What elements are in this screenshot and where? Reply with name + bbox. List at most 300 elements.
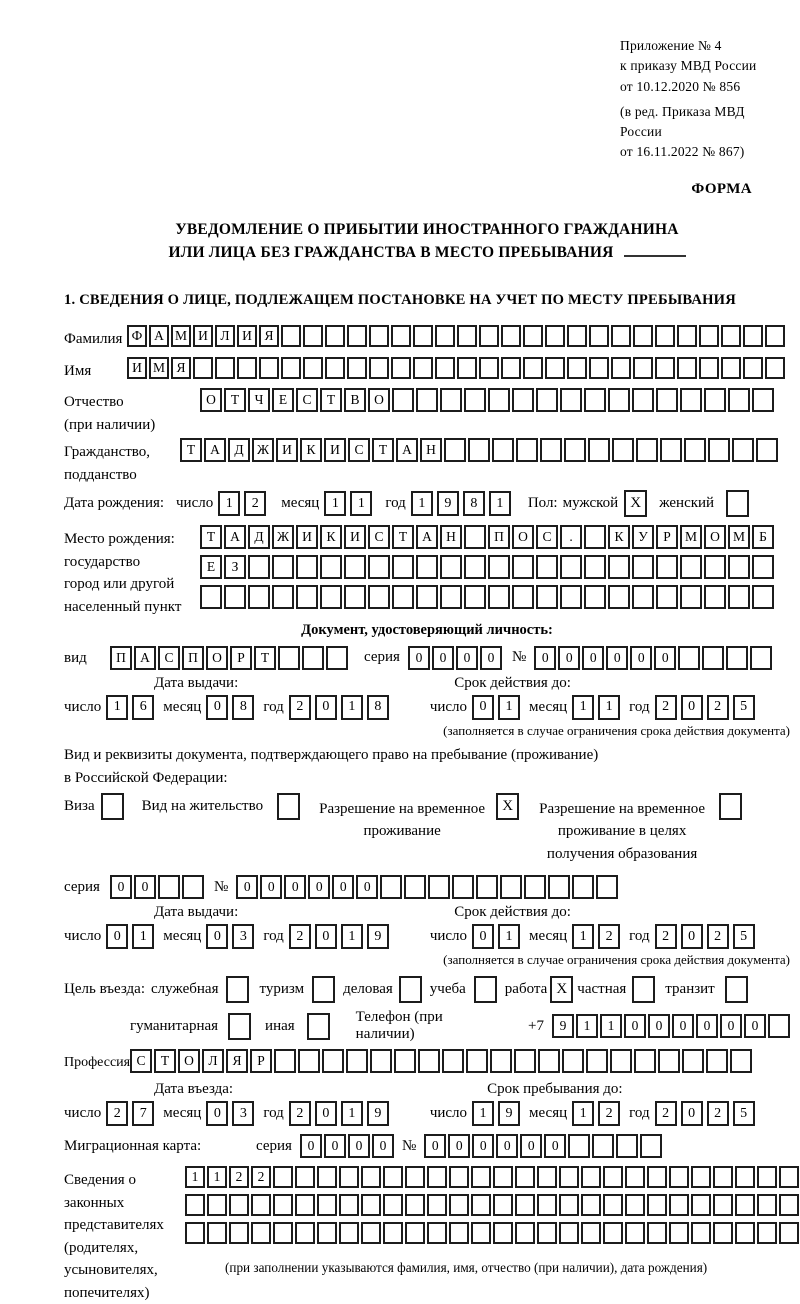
birthplace-row2-cells[interactable] (200, 555, 774, 579)
char-cell[interactable] (296, 555, 318, 579)
char-cell[interactable] (476, 875, 498, 899)
surname-input-cells[interactable] (127, 325, 785, 347)
char-cell[interactable] (442, 1049, 464, 1073)
char-cell[interactable] (281, 325, 301, 347)
char-cell[interactable]: 0 (315, 1101, 337, 1126)
char-cell[interactable] (647, 1194, 667, 1216)
char-cell[interactable]: 1 (324, 491, 346, 516)
char-cell[interactable]: 0 (206, 924, 228, 949)
char-cell[interactable]: И (237, 325, 257, 347)
birthplace-row3-cells[interactable] (200, 585, 774, 609)
purpose-private-checkbox[interactable] (632, 976, 655, 1003)
char-cell[interactable] (752, 388, 774, 412)
char-cell[interactable] (307, 1013, 330, 1040)
char-cell[interactable]: 0 (236, 875, 258, 899)
char-cell[interactable]: 0 (520, 1134, 542, 1158)
char-cell[interactable] (581, 1194, 601, 1216)
char-cell[interactable] (416, 555, 438, 579)
char-cell[interactable] (765, 357, 785, 379)
residence-issue-month[interactable] (206, 924, 254, 949)
char-cell[interactable]: 0 (315, 924, 337, 949)
char-cell[interactable] (545, 325, 565, 347)
char-cell[interactable] (608, 388, 630, 412)
char-cell[interactable]: . (560, 525, 582, 549)
char-cell[interactable] (259, 357, 279, 379)
char-cell[interactable]: 1 (572, 1101, 594, 1126)
char-cell[interactable] (610, 1049, 632, 1073)
char-cell[interactable]: 0 (720, 1014, 742, 1038)
char-cell[interactable]: 0 (480, 646, 502, 670)
char-cell[interactable] (608, 585, 630, 609)
entry-year-cells[interactable] (289, 1101, 389, 1126)
char-cell[interactable] (512, 555, 534, 579)
char-cell[interactable]: Е (200, 555, 222, 579)
char-cell[interactable] (779, 1222, 799, 1244)
char-cell[interactable] (339, 1222, 359, 1244)
char-cell[interactable]: О (206, 646, 228, 670)
char-cell[interactable]: Т (372, 438, 394, 462)
migration-number-cells[interactable] (424, 1134, 662, 1158)
char-cell[interactable] (346, 1049, 368, 1073)
char-cell[interactable] (726, 490, 749, 517)
char-cell[interactable]: 1 (218, 491, 240, 516)
char-cell[interactable] (464, 585, 486, 609)
char-cell[interactable] (743, 357, 763, 379)
char-cell[interactable]: 1 (341, 695, 363, 720)
char-cell[interactable]: Т (254, 646, 276, 670)
char-cell[interactable] (361, 1222, 381, 1244)
char-cell[interactable]: Д (228, 438, 250, 462)
char-cell[interactable]: Ф (127, 325, 147, 347)
char-cell[interactable] (492, 438, 514, 462)
char-cell[interactable] (207, 1222, 227, 1244)
char-cell[interactable]: X (624, 490, 647, 517)
char-cell[interactable]: П (182, 646, 204, 670)
sex-female-checkbox[interactable] (726, 490, 749, 517)
char-cell[interactable] (708, 438, 730, 462)
char-cell[interactable] (488, 585, 510, 609)
char-cell[interactable] (320, 555, 342, 579)
char-cell[interactable]: 2 (289, 695, 311, 720)
char-cell[interactable]: 1 (572, 695, 594, 720)
char-cell[interactable]: 9 (552, 1014, 574, 1038)
entry-day-cells[interactable] (106, 1101, 154, 1126)
char-cell[interactable] (589, 357, 609, 379)
char-cell[interactable]: 0 (110, 875, 132, 899)
char-cell[interactable] (322, 1049, 344, 1073)
char-cell[interactable]: 0 (681, 924, 703, 949)
char-cell[interactable] (418, 1049, 440, 1073)
char-cell[interactable]: X (496, 793, 519, 820)
char-cell[interactable]: Р (250, 1049, 272, 1073)
char-cell[interactable] (713, 1222, 733, 1244)
char-cell[interactable] (632, 388, 654, 412)
char-cell[interactable]: М (728, 525, 750, 549)
char-cell[interactable]: А (204, 438, 226, 462)
char-cell[interactable]: 1 (498, 695, 520, 720)
char-cell[interactable] (273, 1222, 293, 1244)
char-cell[interactable]: 2 (106, 1101, 128, 1126)
char-cell[interactable] (538, 1049, 560, 1073)
char-cell[interactable] (369, 325, 389, 347)
char-cell[interactable]: И (193, 325, 213, 347)
stay-day-cells[interactable] (472, 1101, 520, 1126)
char-cell[interactable] (479, 357, 499, 379)
char-cell[interactable]: С (130, 1049, 152, 1073)
phone-cells[interactable] (552, 1014, 790, 1038)
char-cell[interactable]: 0 (348, 1134, 370, 1158)
char-cell[interactable] (726, 646, 748, 670)
char-cell[interactable]: X (550, 976, 573, 1003)
char-cell[interactable] (559, 1222, 579, 1244)
char-cell[interactable] (228, 1013, 251, 1040)
char-cell[interactable]: 0 (356, 875, 378, 899)
char-cell[interactable] (466, 1049, 488, 1073)
char-cell[interactable]: И (324, 438, 346, 462)
char-cell[interactable] (325, 325, 345, 347)
char-cell[interactable] (669, 1166, 689, 1188)
char-cell[interactable]: А (396, 438, 418, 462)
char-cell[interactable] (440, 388, 462, 412)
purpose-official-checkbox[interactable] (226, 976, 249, 1003)
char-cell[interactable] (572, 875, 594, 899)
char-cell[interactable]: С (536, 525, 558, 549)
char-cell[interactable] (588, 438, 610, 462)
residence-valid-month[interactable] (572, 924, 620, 949)
char-cell[interactable] (655, 325, 675, 347)
char-cell[interactable] (680, 388, 702, 412)
char-cell[interactable] (515, 1222, 535, 1244)
char-cell[interactable] (713, 1166, 733, 1188)
doc-number-cells[interactable] (534, 646, 772, 670)
char-cell[interactable] (596, 875, 618, 899)
char-cell[interactable] (449, 1222, 469, 1244)
char-cell[interactable] (640, 1134, 662, 1158)
char-cell[interactable] (464, 388, 486, 412)
char-cell[interactable]: 0 (332, 875, 354, 899)
char-cell[interactable]: 0 (606, 646, 628, 670)
char-cell[interactable] (391, 357, 411, 379)
char-cell[interactable]: 0 (472, 924, 494, 949)
char-cell[interactable]: Т (392, 525, 414, 549)
char-cell[interactable]: Я (226, 1049, 248, 1073)
char-cell[interactable]: 1 (341, 924, 363, 949)
char-cell[interactable]: Т (320, 388, 342, 412)
char-cell[interactable] (728, 388, 750, 412)
char-cell[interactable] (361, 1194, 381, 1216)
char-cell[interactable] (405, 1222, 425, 1244)
char-cell[interactable]: Т (180, 438, 202, 462)
char-cell[interactable] (779, 1194, 799, 1216)
char-cell[interactable] (295, 1194, 315, 1216)
char-cell[interactable] (435, 357, 455, 379)
char-cell[interactable]: И (127, 357, 147, 379)
char-cell[interactable] (272, 555, 294, 579)
char-cell[interactable] (584, 388, 606, 412)
char-cell[interactable]: Ж (272, 525, 294, 549)
char-cell[interactable] (757, 1194, 777, 1216)
char-cell[interactable]: Я (171, 357, 191, 379)
char-cell[interactable]: 0 (744, 1014, 766, 1038)
char-cell[interactable]: О (368, 388, 390, 412)
char-cell[interactable]: Л (202, 1049, 224, 1073)
migration-series-cells[interactable] (300, 1134, 394, 1158)
char-cell[interactable] (536, 555, 558, 579)
char-cell[interactable]: 3 (232, 1101, 254, 1126)
char-cell[interactable] (567, 357, 587, 379)
char-cell[interactable]: 1 (341, 1101, 363, 1126)
char-cell[interactable] (501, 325, 521, 347)
char-cell[interactable] (500, 875, 522, 899)
char-cell[interactable]: 0 (648, 1014, 670, 1038)
char-cell[interactable] (392, 555, 414, 579)
char-cell[interactable] (101, 793, 124, 820)
char-cell[interactable] (185, 1194, 205, 1216)
char-cell[interactable] (344, 555, 366, 579)
char-cell[interactable] (632, 555, 654, 579)
char-cell[interactable] (756, 438, 778, 462)
char-cell[interactable] (728, 585, 750, 609)
purpose-work-checkbox[interactable] (550, 976, 573, 1003)
char-cell[interactable] (562, 1049, 584, 1073)
char-cell[interactable] (479, 325, 499, 347)
char-cell[interactable] (471, 1166, 491, 1188)
char-cell[interactable]: 1 (489, 491, 511, 516)
char-cell[interactable] (383, 1222, 403, 1244)
char-cell[interactable] (560, 555, 582, 579)
char-cell[interactable]: 1 (185, 1166, 205, 1188)
char-cell[interactable] (677, 325, 697, 347)
char-cell[interactable] (444, 438, 466, 462)
char-cell[interactable]: Т (200, 525, 222, 549)
char-cell[interactable] (680, 555, 702, 579)
char-cell[interactable] (298, 1049, 320, 1073)
char-cell[interactable]: Ч (248, 388, 270, 412)
char-cell[interactable] (339, 1166, 359, 1188)
char-cell[interactable]: 1 (132, 924, 154, 949)
char-cell[interactable] (765, 325, 785, 347)
birth-year-cells[interactable] (411, 491, 511, 516)
purpose-humanitarian-checkbox[interactable] (228, 1013, 251, 1040)
char-cell[interactable] (548, 875, 570, 899)
char-cell[interactable] (660, 438, 682, 462)
char-cell[interactable]: 0 (324, 1134, 346, 1158)
char-cell[interactable] (215, 357, 235, 379)
char-cell[interactable] (464, 525, 486, 549)
purpose-study-checkbox[interactable] (474, 976, 497, 1003)
profession-cells[interactable] (130, 1049, 752, 1073)
char-cell[interactable]: 0 (624, 1014, 646, 1038)
char-cell[interactable] (325, 357, 345, 379)
char-cell[interactable]: С (296, 388, 318, 412)
char-cell[interactable] (536, 585, 558, 609)
char-cell[interactable]: 0 (424, 1134, 446, 1158)
char-cell[interactable]: 0 (681, 695, 703, 720)
char-cell[interactable] (427, 1222, 447, 1244)
representatives-row2-cells[interactable] (185, 1194, 799, 1216)
char-cell[interactable] (224, 585, 246, 609)
char-cell[interactable]: 0 (696, 1014, 718, 1038)
char-cell[interactable]: 2 (707, 924, 729, 949)
char-cell[interactable] (735, 1222, 755, 1244)
char-cell[interactable] (735, 1194, 755, 1216)
char-cell[interactable] (584, 525, 606, 549)
char-cell[interactable] (655, 357, 675, 379)
char-cell[interactable]: 0 (681, 1101, 703, 1126)
char-cell[interactable] (416, 585, 438, 609)
char-cell[interactable]: О (704, 525, 726, 549)
char-cell[interactable] (303, 325, 323, 347)
char-cell[interactable] (702, 646, 724, 670)
char-cell[interactable]: 0 (315, 695, 337, 720)
char-cell[interactable] (405, 1194, 425, 1216)
identity-issue-month[interactable] (206, 695, 254, 720)
temp-residence-education-checkbox[interactable] (719, 793, 742, 820)
char-cell[interactable] (207, 1194, 227, 1216)
char-cell[interactable]: 0 (448, 1134, 470, 1158)
char-cell[interactable]: 1 (472, 1101, 494, 1126)
char-cell[interactable] (691, 1194, 711, 1216)
char-cell[interactable] (251, 1194, 271, 1216)
char-cell[interactable] (493, 1222, 513, 1244)
char-cell[interactable] (540, 438, 562, 462)
char-cell[interactable] (537, 1166, 557, 1188)
char-cell[interactable] (512, 585, 534, 609)
char-cell[interactable] (559, 1194, 579, 1216)
char-cell[interactable] (394, 1049, 416, 1073)
doc-series-cells[interactable] (408, 646, 502, 670)
char-cell[interactable] (560, 585, 582, 609)
char-cell[interactable] (449, 1194, 469, 1216)
char-cell[interactable] (632, 976, 655, 1003)
char-cell[interactable]: А (224, 525, 246, 549)
char-cell[interactable] (713, 1194, 733, 1216)
char-cell[interactable] (719, 793, 742, 820)
char-cell[interactable] (380, 875, 402, 899)
char-cell[interactable] (732, 438, 754, 462)
char-cell[interactable] (302, 646, 324, 670)
char-cell[interactable]: 9 (498, 1101, 520, 1126)
char-cell[interactable] (392, 388, 414, 412)
char-cell[interactable]: 5 (733, 924, 755, 949)
char-cell[interactable] (730, 1049, 752, 1073)
char-cell[interactable] (368, 555, 390, 579)
char-cell[interactable]: 0 (372, 1134, 394, 1158)
char-cell[interactable] (625, 1222, 645, 1244)
char-cell[interactable] (537, 1194, 557, 1216)
char-cell[interactable] (347, 357, 367, 379)
char-cell[interactable] (281, 357, 301, 379)
char-cell[interactable] (564, 438, 586, 462)
char-cell[interactable] (523, 325, 543, 347)
char-cell[interactable] (658, 1049, 680, 1073)
representatives-row3-cells[interactable] (185, 1222, 799, 1244)
char-cell[interactable] (592, 1134, 614, 1158)
char-cell[interactable] (251, 1222, 271, 1244)
char-cell[interactable] (303, 357, 323, 379)
char-cell[interactable]: 9 (437, 491, 459, 516)
char-cell[interactable] (339, 1194, 359, 1216)
char-cell[interactable] (678, 646, 700, 670)
char-cell[interactable]: 1 (411, 491, 433, 516)
char-cell[interactable] (413, 325, 433, 347)
char-cell[interactable] (536, 388, 558, 412)
char-cell[interactable]: А (134, 646, 156, 670)
char-cell[interactable] (515, 1166, 535, 1188)
char-cell[interactable] (452, 875, 474, 899)
char-cell[interactable] (493, 1194, 513, 1216)
char-cell[interactable] (399, 976, 422, 1003)
char-cell[interactable]: 2 (598, 924, 620, 949)
char-cell[interactable]: 0 (134, 875, 156, 899)
char-cell[interactable]: 8 (367, 695, 389, 720)
char-cell[interactable] (370, 1049, 392, 1073)
char-cell[interactable] (514, 1049, 536, 1073)
char-cell[interactable]: 0 (206, 695, 228, 720)
char-cell[interactable] (735, 1166, 755, 1188)
char-cell[interactable] (750, 646, 772, 670)
char-cell[interactable]: 1 (600, 1014, 622, 1038)
char-cell[interactable] (581, 1166, 601, 1188)
char-cell[interactable] (312, 976, 335, 1003)
char-cell[interactable]: 6 (132, 695, 154, 720)
char-cell[interactable] (229, 1222, 249, 1244)
char-cell[interactable]: 0 (206, 1101, 228, 1126)
char-cell[interactable]: 0 (534, 646, 556, 670)
char-cell[interactable] (633, 357, 653, 379)
entry-month-cells[interactable] (206, 1101, 254, 1126)
char-cell[interactable]: 2 (289, 1101, 311, 1126)
char-cell[interactable] (608, 555, 630, 579)
char-cell[interactable]: 9 (367, 924, 389, 949)
char-cell[interactable] (647, 1166, 667, 1188)
char-cell[interactable] (768, 1014, 790, 1038)
char-cell[interactable] (392, 585, 414, 609)
char-cell[interactable] (632, 585, 654, 609)
char-cell[interactable] (468, 438, 490, 462)
char-cell[interactable]: Б (752, 525, 774, 549)
char-cell[interactable] (248, 585, 270, 609)
char-cell[interactable] (669, 1222, 689, 1244)
char-cell[interactable]: 0 (558, 646, 580, 670)
char-cell[interactable] (347, 325, 367, 347)
char-cell[interactable]: И (276, 438, 298, 462)
citizenship-input-cells[interactable] (180, 438, 778, 462)
sex-male-checkbox[interactable] (624, 490, 647, 517)
char-cell[interactable]: 0 (308, 875, 330, 899)
char-cell[interactable]: 0 (472, 1134, 494, 1158)
char-cell[interactable] (490, 1049, 512, 1073)
char-cell[interactable]: 0 (472, 695, 494, 720)
char-cell[interactable]: О (178, 1049, 200, 1073)
char-cell[interactable] (524, 875, 546, 899)
char-cell[interactable]: 1 (576, 1014, 598, 1038)
patronymic-input-cells[interactable] (200, 388, 774, 412)
char-cell[interactable]: Д (248, 525, 270, 549)
char-cell[interactable]: 0 (106, 924, 128, 949)
char-cell[interactable] (317, 1194, 337, 1216)
char-cell[interactable] (248, 555, 270, 579)
char-cell[interactable]: 0 (260, 875, 282, 899)
char-cell[interactable] (488, 388, 510, 412)
residence-valid-day[interactable] (472, 924, 520, 949)
identity-valid-month[interactable] (572, 695, 620, 720)
char-cell[interactable]: К (320, 525, 342, 549)
char-cell[interactable]: 5 (733, 1101, 755, 1126)
char-cell[interactable] (440, 585, 462, 609)
char-cell[interactable] (611, 325, 631, 347)
purpose-tourism-checkbox[interactable] (312, 976, 335, 1003)
